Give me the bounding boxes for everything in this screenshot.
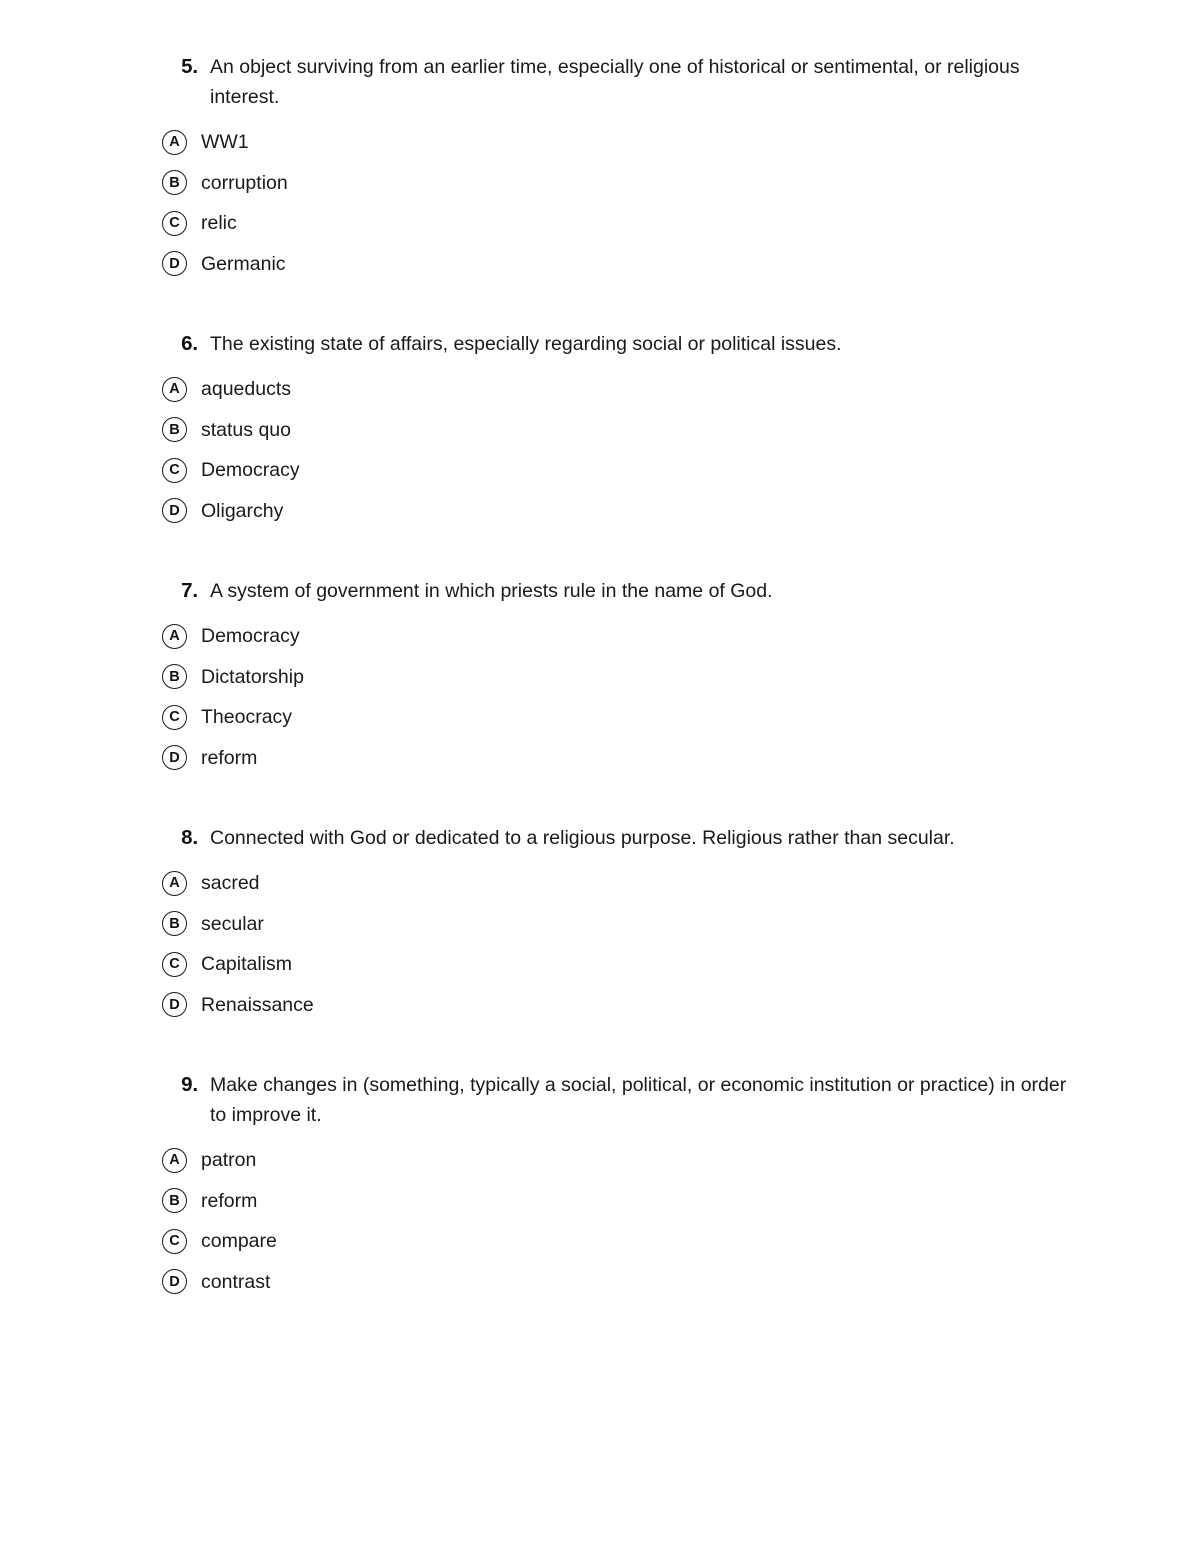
option-label[interactable]: contrast [201,1270,271,1293]
question-prompt: A system of government in which priests rule in the name of God. [210,580,773,602]
option-label[interactable]: compare [201,1230,277,1253]
option-row[interactable] [160,616,1070,657]
option-row[interactable] [160,1181,1070,1222]
option-row[interactable] [160,863,1070,904]
option-label[interactable]: Germanic [201,252,286,275]
question-number: 9. [181,1073,198,1096]
option-label[interactable]: reform [201,1189,258,1212]
option-letter-circle-icon[interactable]: D [162,992,187,1017]
option-label[interactable]: aqueducts [201,378,291,401]
question-block [160,1070,1070,1302]
question-head [160,52,1070,112]
option-row[interactable] [160,1140,1070,1181]
option-row[interactable] [160,1221,1070,1262]
option-row[interactable] [160,369,1070,410]
option-letter-circle-icon[interactable]: A [162,130,187,155]
option-label[interactable]: Democracy [201,459,300,482]
option-label[interactable]: WW1 [201,131,249,154]
option-row[interactable] [160,697,1070,738]
option-letter-circle-icon[interactable]: C [162,952,187,977]
question-prompt: Make changes in (something, typically a social, political, or economic institution or practice) in order to improve it. [210,1074,1067,1126]
option-row[interactable] [160,491,1070,532]
option-row[interactable] [160,244,1070,285]
option-list [160,122,1070,284]
option-label[interactable]: sacred [201,872,260,895]
option-row[interactable] [160,203,1070,244]
option-letter-circle-icon[interactable]: D [162,251,187,276]
option-letter-circle-icon[interactable]: B [162,417,187,442]
option-letter-circle-icon[interactable]: B [162,911,187,936]
option-letter-circle-icon[interactable]: C [162,1229,187,1254]
option-list [160,616,1070,778]
option-label[interactable]: Renaissance [201,993,314,1016]
option-label[interactable]: Theocracy [201,706,293,729]
option-label[interactable]: corruption [201,171,288,194]
option-letter-circle-icon[interactable]: B [162,170,187,195]
option-letter-circle-icon[interactable]: D [162,745,187,770]
question-block [160,576,1070,778]
option-letter-circle-icon[interactable]: D [162,498,187,523]
option-label[interactable]: Dictatorship [201,665,304,688]
question-list [160,52,1070,1302]
question-block [160,329,1070,531]
option-letter-circle-icon[interactable]: A [162,624,187,649]
option-label[interactable]: Democracy [201,625,300,648]
option-list [160,863,1070,1025]
option-letter-circle-icon[interactable]: C [162,458,187,483]
option-row[interactable] [160,163,1070,204]
option-label[interactable]: Oligarchy [201,499,284,522]
question-prompt: An object surviving from an earlier time, especially one of historical or sentimental, or religious interest. [210,56,1020,108]
option-row[interactable] [160,122,1070,163]
option-letter-circle-icon[interactable]: B [162,664,187,689]
question-number: 8. [181,826,198,849]
option-label[interactable]: status quo [201,418,291,441]
option-row[interactable] [160,904,1070,945]
question-block [160,52,1070,284]
option-letter-circle-icon[interactable]: C [162,211,187,236]
option-row[interactable] [160,944,1070,985]
option-letter-circle-icon[interactable]: B [162,1188,187,1213]
option-letter-circle-icon[interactable]: D [162,1269,187,1294]
question-number: 5. [181,55,198,78]
question-number: 6. [181,332,198,355]
question-prompt: The existing state of affairs, especially regarding social or political issues. [210,333,842,355]
option-row[interactable] [160,410,1070,451]
option-letter-circle-icon[interactable]: A [162,871,187,896]
option-row[interactable] [160,1262,1070,1303]
option-letter-circle-icon[interactable]: A [162,377,187,402]
option-label[interactable]: patron [201,1149,257,1172]
question-head [160,823,1070,853]
question-head [160,576,1070,606]
question-head [160,329,1070,359]
question-head [160,1070,1070,1130]
question-prompt: Connected with God or dedicated to a religious purpose. Religious rather than secular. [210,827,955,849]
question-number: 7. [181,579,198,602]
option-letter-circle-icon[interactable]: C [162,705,187,730]
option-row[interactable] [160,738,1070,779]
option-list [160,1140,1070,1302]
option-label[interactable]: secular [201,912,264,935]
option-letter-circle-icon[interactable]: A [162,1148,187,1173]
option-list [160,369,1070,531]
option-row[interactable] [160,450,1070,491]
option-label[interactable]: Capitalism [201,953,293,976]
option-row[interactable] [160,985,1070,1026]
question-block [160,823,1070,1025]
option-label[interactable]: reform [201,746,258,769]
option-label[interactable]: relic [201,212,237,235]
option-row[interactable] [160,657,1070,698]
